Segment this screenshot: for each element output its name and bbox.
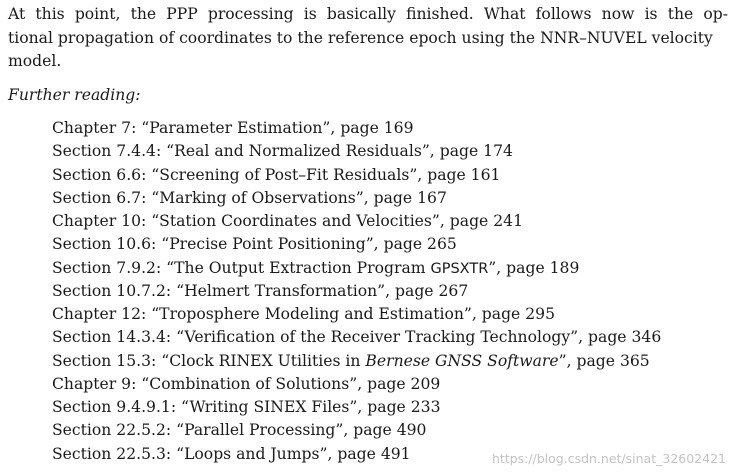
further-reading-heading: Further reading: xyxy=(8,86,141,104)
reading-item: Section 10.6: “Precise Point Positioning”, page 265 xyxy=(52,235,457,254)
reading-item: Section 22.5.2: “Parallel Processing”, page 490 xyxy=(52,421,427,440)
intro-line-3: model. xyxy=(8,52,62,70)
reading-item-prefix: Section 7.9.2: “The Output Extraction Program xyxy=(52,258,431,277)
reading-item: Chapter 10: “Station Coordinates and Velocities”, page 241 xyxy=(52,212,524,230)
further-reading-list xyxy=(52,117,661,466)
reading-item: Section 14.3.4: “Verification of the Receiver Tracking Technology”, page 346 xyxy=(52,328,662,347)
intro-line-1: At this point, the PPP processing is basically finished. What follows now is the op- xyxy=(8,5,728,23)
reading-item: Chapter 12: “Troposphere Modeling and Estimation”, page 295 xyxy=(52,305,555,323)
program-name: GPSXTR xyxy=(430,260,489,277)
reading-item: Section 6.7: “Marking of Observations”, page 167 xyxy=(52,188,447,207)
reading-item-suffix: ”, page 365 xyxy=(558,351,650,370)
reading-item: Section 9.4.9.1: “Writing SINEX Files”, page 233 xyxy=(52,398,441,416)
reading-item: Section 22.5.3: “Loops and Jumps”, page 491 xyxy=(52,444,411,463)
reading-item-prefix: Section 15.3: “Clock RINEX Utilities in xyxy=(52,351,366,370)
reading-item-suffix: ”, page 189 xyxy=(488,258,580,277)
watermark-url: https://blog.csdn.net/sinat_32602421 xyxy=(491,451,726,466)
reading-item xyxy=(52,257,661,280)
reading-item: Section 7.4.4: “Real and Normalized Residuals”, page 174 xyxy=(52,142,513,161)
reading-item: Section 6.6: “Screening of Post–Fit Residuals”, page 161 xyxy=(52,165,501,184)
intro-paragraph xyxy=(8,3,728,74)
reading-item: Section 10.7.2: “Helmert Transformation”, page 267 xyxy=(52,281,469,300)
reading-item: Chapter 9: “Combination of Solutions”, page 209 xyxy=(52,374,441,393)
reading-item xyxy=(52,350,661,373)
intro-line-2: tional propagation of coordinates to the reference epoch using the NNR–NUVEL velocity xyxy=(8,28,713,47)
reading-item: Chapter 7: “Parameter Estimation”, page 169 xyxy=(52,119,414,137)
software-name: Bernese GNSS Software xyxy=(365,351,559,370)
